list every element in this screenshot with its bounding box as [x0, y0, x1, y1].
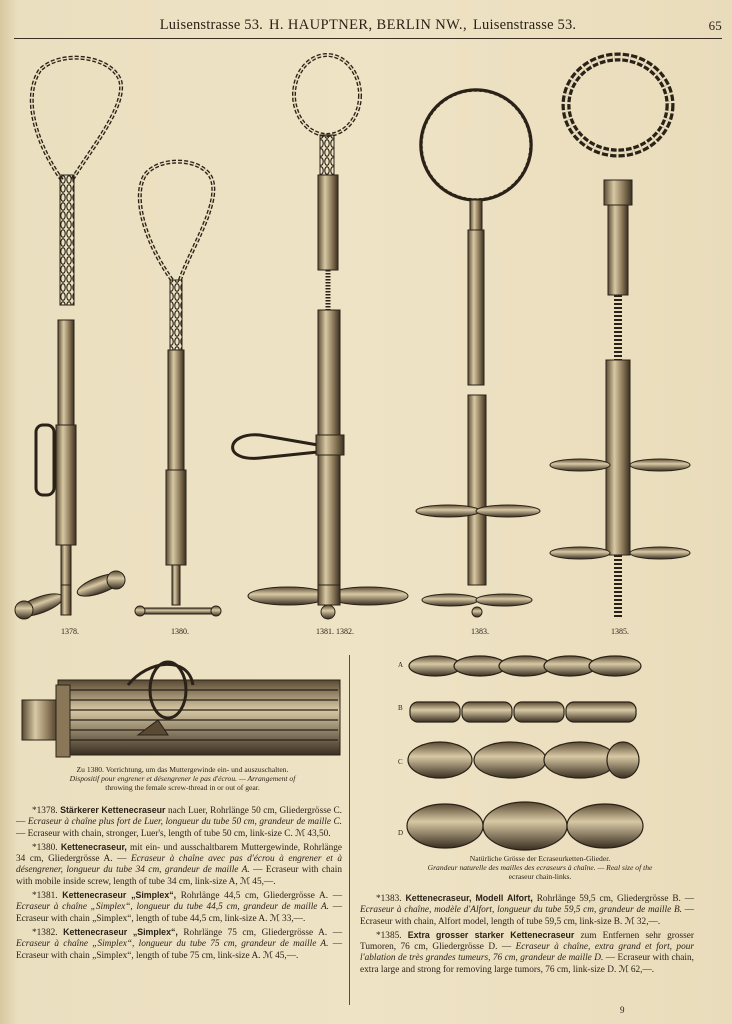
- product-french: Ecraseur à chaîne „Simplex“, longueur du tube 44,5 cm, grandeur de maille A.: [16, 902, 329, 913]
- product-english: — Ecraseur with chain, stronger, Luer's, length of tube 50 cm, link-size C. ℳ 43,50.: [16, 828, 331, 839]
- product-entry-1383: [360, 893, 694, 928]
- product-english: — Ecraseur with chain with mobile inside screw, length of tube 34 cm, link-size A, ℳ 45,—.: [16, 865, 343, 887]
- figure-label-1378: 1378.: [61, 627, 79, 636]
- product-english: — Ecraseur with chain „Simplex“, length of tube 75 cm, link-size A. ℳ 45,—.: [16, 939, 342, 961]
- chain-link-a: [409, 656, 641, 676]
- product-body: mit ein- und ausschaltbarem Muttergewinde, Rohrlänge 34 cm, Gliedergrösse A. —: [16, 842, 342, 865]
- product-english: — Ecraseur with chain „Simplex“, length of tube 44,5 cm, link-size A. ℳ 33,—.: [16, 902, 342, 924]
- figure-label-1381-1382: 1381. 1382.: [316, 627, 354, 636]
- chain-links-caption-line3: ecraseur chain-links.: [508, 872, 572, 881]
- figure-label-1380: 1380.: [171, 627, 189, 636]
- page-number: 65: [708, 18, 722, 33]
- instrument-illustrations: [0, 40, 732, 640]
- instrument-1380: [135, 162, 221, 616]
- mechanism-detail-illustration: [18, 655, 348, 765]
- product-number: *1378.: [32, 806, 58, 816]
- left-product-descriptions: [16, 805, 342, 964]
- product-title: Kettenecraseur „Simplex“,: [62, 890, 177, 901]
- instrument-1381-1382: [233, 55, 408, 619]
- product-body: Rohrlänge 59,5 cm, Gliedergrösse B. —: [532, 894, 694, 904]
- header-address-right: Luisenstrasse 53.: [472, 16, 577, 33]
- product-body: Rohrlänge 44,5 cm, Gliedergrösse A. —: [176, 891, 342, 902]
- product-french: Ecraseur à chaîne, modèle d'Alfort, longueur du tube 59,5 cm, grandeur de maille B.: [360, 905, 682, 916]
- column-divider: [349, 655, 350, 1005]
- product-french: Ecraseur à chaîne plus fort de Luer, longueur du tube 50 cm, grandeur de maille C.: [27, 817, 342, 828]
- chain-links-caption-line1: Natürliche Grösse der Ecraseurketten-Glieder.: [469, 854, 611, 863]
- instrument-1383: [416, 90, 540, 617]
- mechanism-caption-line3: throwing the female screw-thread in or out of gear.: [105, 783, 260, 792]
- chain-links-caption-line2: Grandeur naturelle des mailles des ecraseurs à chaîne. — Real size of the: [427, 863, 653, 872]
- chain-links-caption: [365, 854, 715, 881]
- product-number: *1382.: [32, 927, 58, 938]
- mechanism-caption-line2: Dispositif pour engrener et désengrener le pas d'écrou. — Arrangement of: [69, 774, 296, 783]
- chain-links-illustration: [405, 650, 645, 855]
- right-product-descriptions: [360, 893, 694, 978]
- product-number: *1381.: [32, 891, 58, 902]
- page-header: [14, 12, 722, 39]
- figure-label-1385: 1385.: [611, 627, 629, 636]
- header-address-left: Luisenstrasse 53.: [159, 16, 264, 33]
- chain-link-label-d: D: [398, 829, 404, 837]
- mechanism-caption-line1: Zu 1380. Vorrichtung, um das Muttergewinde ein- und auszuschalten.: [76, 765, 289, 774]
- chain-link-label-c: C: [398, 758, 403, 766]
- product-entry-1381: [16, 890, 342, 925]
- instrument-1385: [550, 57, 690, 618]
- product-body: zum Entfernen sehr grosser Tumoren, 76 cm, Gliedergrösse D. —: [360, 930, 694, 953]
- footer-signature-number: 9: [620, 1005, 625, 1015]
- chain-link-label-b: B: [398, 704, 403, 712]
- product-french: Ecraseur à chaîne „Simplex“, longueur du tube 75 cm, grandeur de maille A.: [16, 939, 329, 950]
- figure-label-1383: 1383.: [471, 627, 489, 636]
- product-title: Kettenecraseur „Simplex“,: [63, 926, 178, 937]
- product-english: — Ecraseur with chain, Alfort model, length of tube 59,5 cm, link-size B. ℳ 32,—.: [360, 905, 694, 927]
- chain-link-c: [408, 742, 639, 778]
- product-title: Kettenecraseur,: [60, 841, 127, 852]
- product-entry-1382: [16, 927, 342, 962]
- product-number: *1380.: [32, 842, 58, 853]
- product-number: *1385.: [376, 930, 402, 941]
- chain-link-label-a: A: [398, 661, 404, 669]
- product-english: — Ecraseur with chain, extra large and strong for removing large tumors, 76 cm, link-size D. ℳ 62,—.: [360, 953, 694, 975]
- product-body: Rohrlänge 75 cm, Gliedergrösse A. —: [177, 927, 343, 938]
- product-title: Extra grosser starker Kettenecraseur: [407, 929, 575, 940]
- header-firm-name: H. HAUPTNER, BERLIN NW.,: [269, 16, 467, 33]
- product-entry-1378: [16, 805, 342, 840]
- mechanism-caption: [20, 765, 345, 792]
- product-entry-1385: [360, 930, 694, 976]
- product-french: Ecraseur à chaîne, extra grand et fort, pour l'ablation de très grandes tumeurs, 76 cm, grandeur de maille D.: [360, 942, 694, 964]
- product-french: Ecraseur à chaîne avec pas d'écrou à engrener et à désengrener, longueur du tube 34 cm, grandeur de maille A.: [16, 854, 342, 876]
- product-body: nach Luer, Rohrlänge 50 cm, Gliedergrösse C. —: [16, 806, 343, 828]
- product-title: Stärkerer Kettenecraseur: [60, 805, 166, 815]
- product-title: Kettenecraseur, Modell Alfort,: [405, 893, 533, 903]
- chain-link-d: [407, 802, 643, 850]
- product-number: *1383.: [376, 894, 402, 904]
- chain-link-b: [410, 702, 636, 722]
- instrument-1378: [15, 58, 126, 621]
- product-entry-1380: [16, 842, 342, 888]
